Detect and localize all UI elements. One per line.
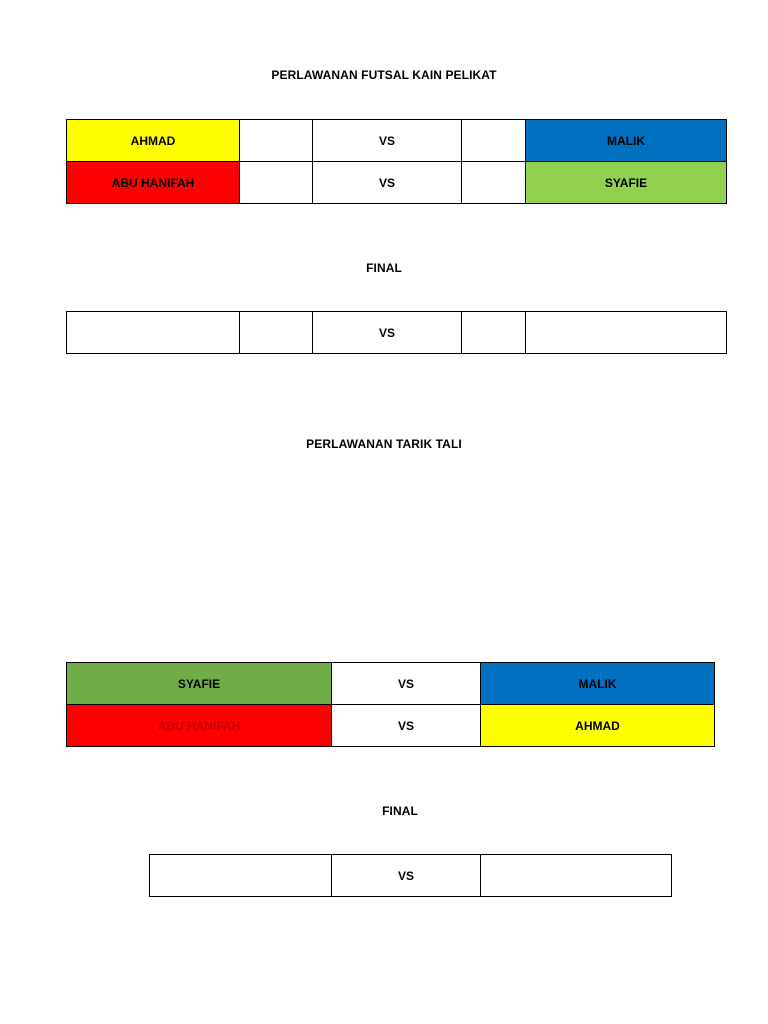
futsal-final-label: FINAL: [366, 261, 402, 275]
table-row: [150, 855, 672, 897]
futsal-match-1-left-team[interactable]: AHMAD: [67, 120, 240, 162]
futsal-match-2-left-score[interactable]: [240, 162, 313, 204]
futsal-final-table: [66, 311, 727, 354]
tug-final-right-team[interactable]: [481, 855, 672, 897]
futsal-match-1-right-score[interactable]: [462, 120, 526, 162]
tug-match-1-vs: VS: [332, 663, 481, 705]
tug-of-war-final-table: [149, 854, 672, 897]
futsal-match-2-right-score[interactable]: [462, 162, 526, 204]
tug-match-1-right-team[interactable]: MALIK: [481, 663, 715, 705]
futsal-match-1-left-score[interactable]: [240, 120, 313, 162]
tug-match-2-right-team[interactable]: AHMAD: [481, 705, 715, 747]
futsal-match-2-left-team[interactable]: ABU HANIFAH: [67, 162, 240, 204]
futsal-match-1-right-team[interactable]: MALIK: [526, 120, 727, 162]
tug-match-2-vs: VS: [332, 705, 481, 747]
table-row: [67, 705, 715, 747]
table-row: [67, 162, 727, 204]
table-row: [67, 312, 727, 354]
futsal-final-right-team[interactable]: [526, 312, 727, 354]
table-row: [67, 663, 715, 705]
tug-of-war-match-table: [66, 662, 715, 747]
tug-of-war-final-label: FINAL: [382, 804, 418, 818]
futsal-match-1-vs: VS: [313, 120, 462, 162]
futsal-final-vs: VS: [313, 312, 462, 354]
tug-final-vs: VS: [332, 855, 481, 897]
futsal-final-left-score[interactable]: [240, 312, 313, 354]
futsal-title: PERLAWANAN FUTSAL KAIN PELIKAT: [271, 68, 497, 82]
futsal-match-2-vs: VS: [313, 162, 462, 204]
futsal-final-right-score[interactable]: [462, 312, 526, 354]
tug-final-left-team[interactable]: [150, 855, 332, 897]
futsal-match-2-right-team[interactable]: SYAFIE: [526, 162, 727, 204]
tug-match-2-left-team[interactable]: ABU HANIFAH: [67, 705, 332, 747]
tug-of-war-title: PERLAWANAN TARIK TALI: [306, 437, 462, 451]
futsal-final-left-team[interactable]: [67, 312, 240, 354]
tug-match-1-left-team[interactable]: SYAFIE: [67, 663, 332, 705]
table-row: [67, 120, 727, 162]
futsal-match-table: [66, 119, 727, 204]
